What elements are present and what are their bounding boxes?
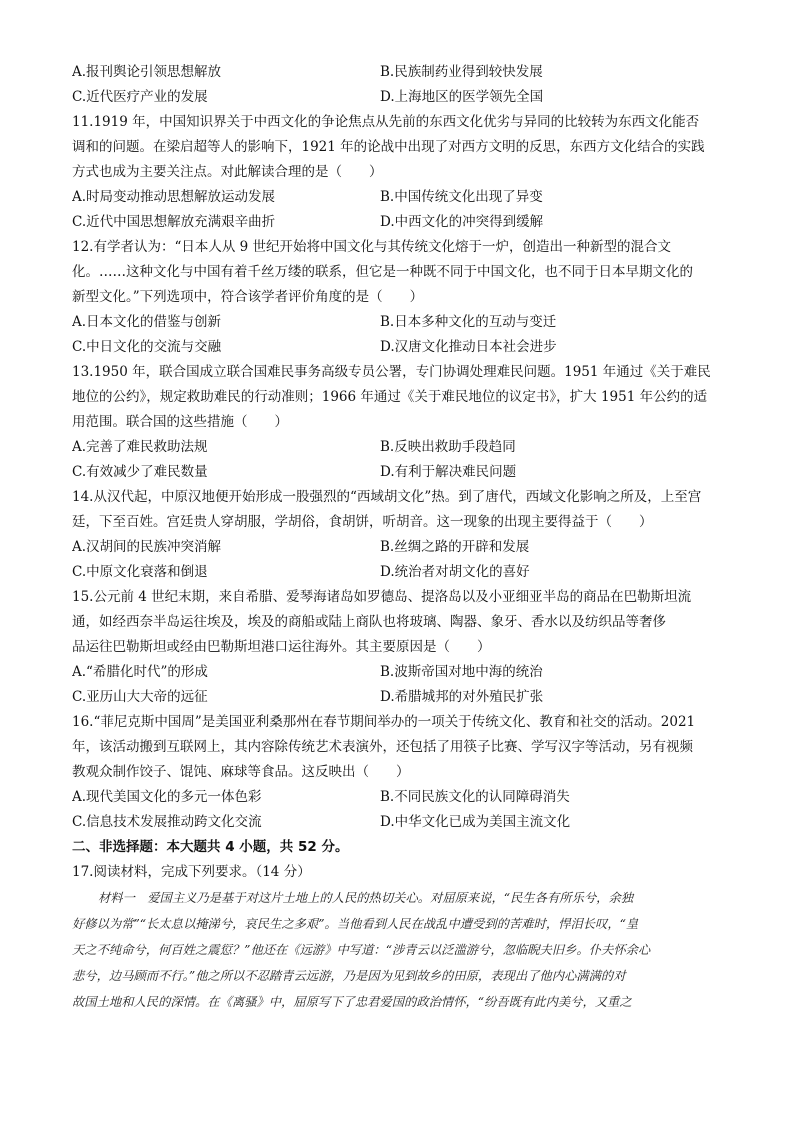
q13-options-row-2 bbox=[72, 460, 722, 485]
q10-option-b[interactable]: B.民族制药业得到较快发展 bbox=[380, 64, 543, 80]
q11-stem-line-2: 调和的问题。在梁启超等人的影响下，1921 年的论战中出现了对西方文明的反思，东西方文化结合的实践 bbox=[72, 139, 705, 155]
q15-option-a[interactable]: A.“希腊化时代”的形成 bbox=[72, 664, 208, 680]
q17-material-line-4: 悲兮，边马顾而不行。”他之所以不忍踏青云远游，乃是因为见到故乡的田原，表现出了他内心满满的对 bbox=[72, 969, 626, 983]
q10-option-d[interactable]: D.上海地区的医学领先全国 bbox=[380, 89, 544, 105]
q14-stem-line-1: 14.从汉代起，中原汉地便开始形成一股强烈的“西域胡文化”热。到了唐代，西域文化影响之所及，上至宫 bbox=[72, 489, 702, 505]
exam-page bbox=[72, 60, 722, 1015]
q13-option-b[interactable]: B.反映出救助手段趋同 bbox=[380, 439, 516, 455]
q11-option-d[interactable]: D.中西文化的冲突得到缓解 bbox=[380, 214, 544, 230]
q16-stem-line-1: 16.“菲尼克斯中国周”是美国亚利桑那州在春节期间举办的一项关于传统文化、教育和社交的活动。2021 bbox=[72, 714, 696, 730]
q13-stem-line-2: 地位的公约》，规定救助难民的行动准则；1966 年通过《关于难民地位的议定书》，扩大 1951 年公约的适 bbox=[72, 389, 708, 405]
q13-stem-line-1: 13.1950 年，联合国成立联合国难民事务高级专员公署，专门协调处理难民问题。1951 年通过《关于难民 bbox=[72, 364, 711, 380]
q14-option-a[interactable]: A.汉胡间的民族冲突消解 bbox=[72, 539, 222, 555]
q15-option-c[interactable]: C.亚历山大大帝的远征 bbox=[72, 689, 208, 705]
q15-stem-line-2: 通，如经西奈半岛运往埃及，埃及的商船或陆上商队也将玻璃、陶器、象牙、香水以及纺织品等奢侈 bbox=[72, 614, 666, 630]
q11-option-a[interactable]: A.时局变动推动思想解放运动发展 bbox=[72, 189, 276, 205]
q17-material bbox=[72, 885, 722, 1015]
q10-option-c[interactable]: C.近代医疗产业的发展 bbox=[72, 89, 208, 105]
q13-stem-line-3: 用范围。联合国的这些措施（ ） bbox=[72, 414, 288, 430]
q11-stem-line-3: 方式也成为主要关注点。对此解读合理的是（ ） bbox=[72, 164, 383, 180]
q12-stem-line-3: 新型文化。”下列选项中，符合该学者评价角度的是（ ） bbox=[72, 289, 424, 305]
q12-option-b[interactable]: B.日本多种文化的互动与变迁 bbox=[380, 314, 557, 330]
q16-option-b[interactable]: B.不同民族文化的认同障碍消失 bbox=[380, 789, 570, 805]
q16-stem-line-3: 教观众制作饺子、馄饨、麻球等食品。这反映出（ ） bbox=[72, 764, 410, 780]
q14-options-row-1 bbox=[72, 535, 722, 560]
q16-options-row-1 bbox=[72, 785, 722, 810]
q11-stem-line-1: 11.1919 年，中国知识界关于中西文化的争论焦点从先前的东西文化优劣与异同的比较转为东西文化能否 bbox=[72, 114, 700, 130]
q11-options-row-2 bbox=[72, 210, 722, 235]
q12-stem-line-2: 化。……这种文化与中国有着千丝万缕的联系，但它是一种既不同于中国文化，也不同于日本早期文化的 bbox=[72, 264, 693, 280]
q17-material-line-3: 天之不纯命兮，何百姓之震愆？”他还在《远游》中写道：“涉青云以泛滥游兮，忽临睨夫旧乡。仆夫怀余心 bbox=[72, 943, 651, 957]
q12-option-c[interactable]: C.中日文化的交流与交融 bbox=[72, 339, 222, 355]
q14-option-c[interactable]: C.中原文化衰落和倒退 bbox=[72, 564, 208, 580]
q15-stem-line-1: 15.公元前 4 世纪末期，来自希腊、爱琴海诸岛如罗德岛、提洛岛以及小亚细亚半岛的商品在巴勒斯坦流 bbox=[72, 589, 692, 605]
q15-options-row-2 bbox=[72, 685, 722, 710]
q10-options-row-2 bbox=[72, 85, 722, 110]
q16-options-row-2 bbox=[72, 810, 722, 835]
q11-option-b[interactable]: B.中国传统文化出现了异变 bbox=[380, 189, 543, 205]
q13-option-c[interactable]: C.有效减少了难民数量 bbox=[72, 464, 208, 480]
q12-option-a[interactable]: A.日本文化的借鉴与创新 bbox=[72, 314, 222, 330]
q10-option-a[interactable]: A.报刊舆论引领思想解放 bbox=[72, 64, 222, 80]
q10-options-row-1 bbox=[72, 60, 722, 85]
q14-option-b[interactable]: B.丝绸之路的开辟和发展 bbox=[380, 539, 530, 555]
q16-option-c[interactable]: C.信息技术发展推动跨文化交流 bbox=[72, 814, 262, 830]
q12-options-row-2 bbox=[72, 335, 722, 360]
section-heading: 二、非选择题：本大题共 4 小题，共 52 分。 bbox=[72, 839, 349, 855]
q15-option-d[interactable]: D.希腊城邦的对外殖民扩张 bbox=[380, 689, 544, 705]
q14-option-d[interactable]: D.统治者对胡文化的喜好 bbox=[380, 564, 530, 580]
q15-option-b[interactable]: B.波斯帝国对地中海的统治 bbox=[380, 664, 543, 680]
q15-stem-line-3: 品运往巴勒斯坦或经由巴勒斯坦港口运往海外。其主要原因是（ ） bbox=[72, 639, 491, 655]
q17-material-line-1: 材料一 爱国主义乃是基于对这片土地上的人民的热切关心。对屈原来说，“民生各有所乐兮，余独 bbox=[98, 891, 634, 905]
q13-options-row-1 bbox=[72, 435, 722, 460]
q17-prompt: 17.阅读材料，完成下列要求。（14 分） bbox=[72, 864, 311, 880]
q16-stem-line-2: 年，该活动搬到互联网上，其内容除传统艺术表演外，还包括了用筷子比赛、学写汉字等活动，另有视频 bbox=[72, 739, 693, 755]
q11-option-c[interactable]: C.近代中国思想解放充满艰辛曲折 bbox=[72, 214, 276, 230]
q16-option-d[interactable]: D.中华文化已成为美国主流文化 bbox=[380, 814, 571, 830]
q13-option-d[interactable]: D.有利于解决难民问题 bbox=[380, 464, 517, 480]
q14-stem-line-2: 廷，下至百姓。宫廷贵人穿胡服，学胡俗，食胡饼，听胡音。这一现象的出现主要得益于（ ） bbox=[72, 514, 653, 530]
q13-option-a[interactable]: A.完善了难民救助法规 bbox=[72, 439, 208, 455]
q15-options-row-1 bbox=[72, 660, 722, 685]
q14-options-row-2 bbox=[72, 560, 722, 585]
q17-material-line-5: 故国土地和人民的深情。在《离骚》中，屈原写下了忠君爱国的政治情怀，“纷吾既有此内美兮，又重之 bbox=[72, 995, 632, 1009]
q12-option-d[interactable]: D.汉唐文化推动日本社会进步 bbox=[380, 339, 557, 355]
q12-options-row-1 bbox=[72, 310, 722, 335]
q17-material-line-2: 好修以为常”“长太息以掩涕兮，哀民生之多艰”。当他看到人民在战乱中遭受到的苦难时，悍泪长叹，“皇 bbox=[72, 917, 639, 931]
q11-options-row-1 bbox=[72, 185, 722, 210]
q16-option-a[interactable]: A.现代美国文化的多元一体色彩 bbox=[72, 789, 262, 805]
q12-stem-line-1: 12.有学者认为：“日本人从 9 世纪开始将中国文化与其传统文化熔于一炉，创造出一种新型的混合文 bbox=[72, 239, 672, 255]
